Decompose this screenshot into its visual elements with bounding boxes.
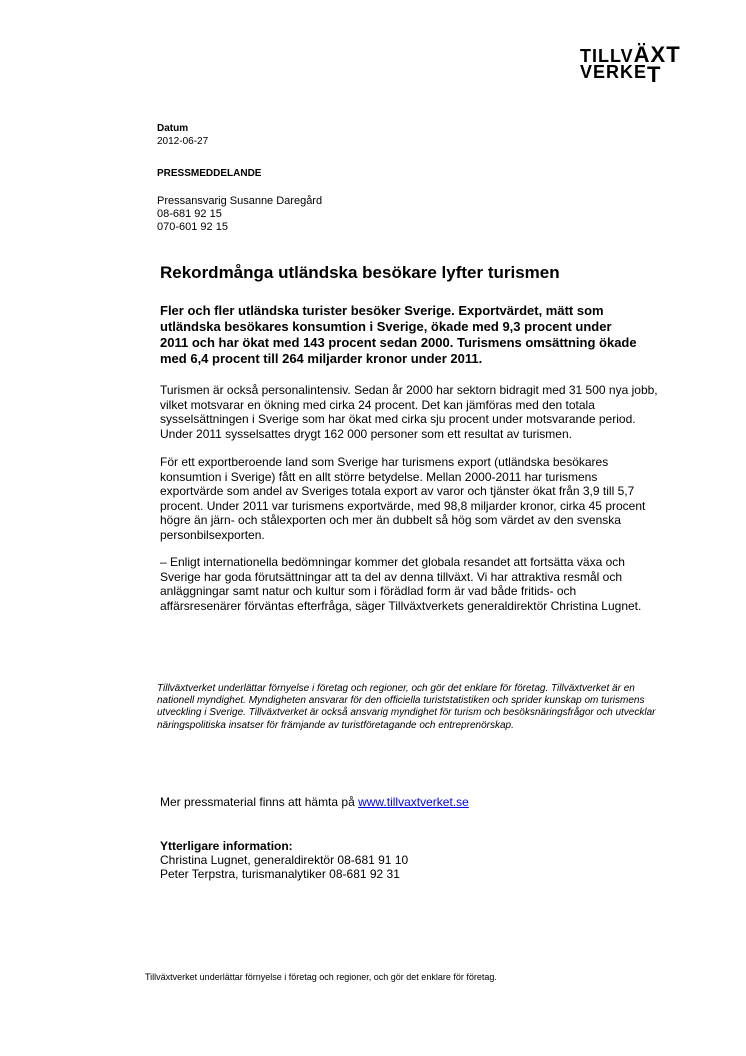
website-link[interactable]: www.tillvaxtverket.se [358, 795, 469, 809]
logo-text-axt: ÄXT [633, 42, 681, 67]
article-paragraph-3: – Enligt internationella bedömningar kommer det globala resandet att fortsätta växa och Sverige har goda förutsättningar att ta del av denna tillväxt. Vi har attraktiva resmål och anläggningar samt natur och kultur som i förädlad form är vad både fritids- och affärsresenärer förväntas efterfråga, säger Tillväxtverkets generaldirektör Christina Lugnet. [160, 555, 642, 613]
logo-text-t: T [647, 62, 662, 87]
press-contact-phone-2: 070-601 92 15 [157, 221, 228, 233]
date-label: Datum [157, 123, 189, 134]
press-material-text: Mer pressmaterial finns att hämta på [160, 795, 359, 809]
further-information [160, 839, 408, 881]
article-title: Rekordmånga utländska besökare lyfter turismen [160, 263, 560, 282]
info-contact-1: Christina Lugnet, generaldirektör 08-681 91 10 [160, 853, 409, 867]
page-footer: Tillväxtverket underlättar förnyelse i företag och regioner, och gör det enklare för företag. [145, 972, 497, 982]
date-value: 2012-06-27 [157, 136, 209, 147]
press-contact-phone-1: 08-681 92 15 [157, 208, 222, 220]
logo-text-verke: VERKE [580, 62, 648, 82]
logo-text-tillv: TILLV [580, 46, 634, 66]
press-contact-name: Pressansvarig Susanne Daregård [157, 195, 323, 207]
article-lead: Fler och fler utländska turister besöker Sverige. Exportvärdet, mätt som utländska besökares konsumtion i Sverige, ökade med 9,3 procent under 2011 och har ökat med 143 procent sedan 2000. Turismens omsättning ökade med 6,4 procent till 264 miljarder kronor under 2011. [160, 303, 637, 366]
press-material-line [160, 795, 469, 809]
further-information-heading: Ytterligare information: [160, 839, 293, 853]
article-paragraph-1: Turismen är också personalintensiv. Sedan år 2000 har sektorn bidragit med 31 500 nya jobb, vilket motsvarar en ökning med cirka 24 procent. Det kan jämföras med den totala sysselsättningen i Sverige som har ökat med cirka sju procent under motsvarande period. Under 2011 sysselsattes drygt 162 000 personer som ett resultat av turismen. [160, 383, 658, 441]
info-contact-2: Peter Terpstra, turismanalytiker 08-681 92 31 [160, 867, 400, 881]
document-type: PRESSMEDDELANDE [157, 168, 262, 179]
about-agency-text: Tillväxtverket underlättar förnyelse i företag och regioner, och gör det enklare för företag. Tillväxtverket är en nationell myndighet. Myndigheten ansvarar för den officiella turiststatistiken och sprider kunskap om turismens utveckling i Sverige. Tillväxtverket är också ansvarig myndighet för turism och besöksnäringsfrågor och utvecklar näringspolitiska insatser för främjande av turistföretagande och entreprenörskap. [157, 683, 656, 731]
article-paragraph-2: För ett exportberoende land som Sverige har turismens export (utländska besökares konsumtion i Sverige) fått en allt större betydelse. Mellan 2000-2011 har turismens exportvärde som andel av Sveriges totala export av varor och tjänster ökat från 3,9 till 5,7 procent. Under 2011 var turismens exportvärde, med 98,8 miljarder kronor, cirka 45 procent högre än järn- och stålexporten och mer än dubbelt så hög som värdet av den svenska personbilsexporten. [160, 455, 646, 542]
tillvaxtverket-logo [580, 42, 681, 87]
